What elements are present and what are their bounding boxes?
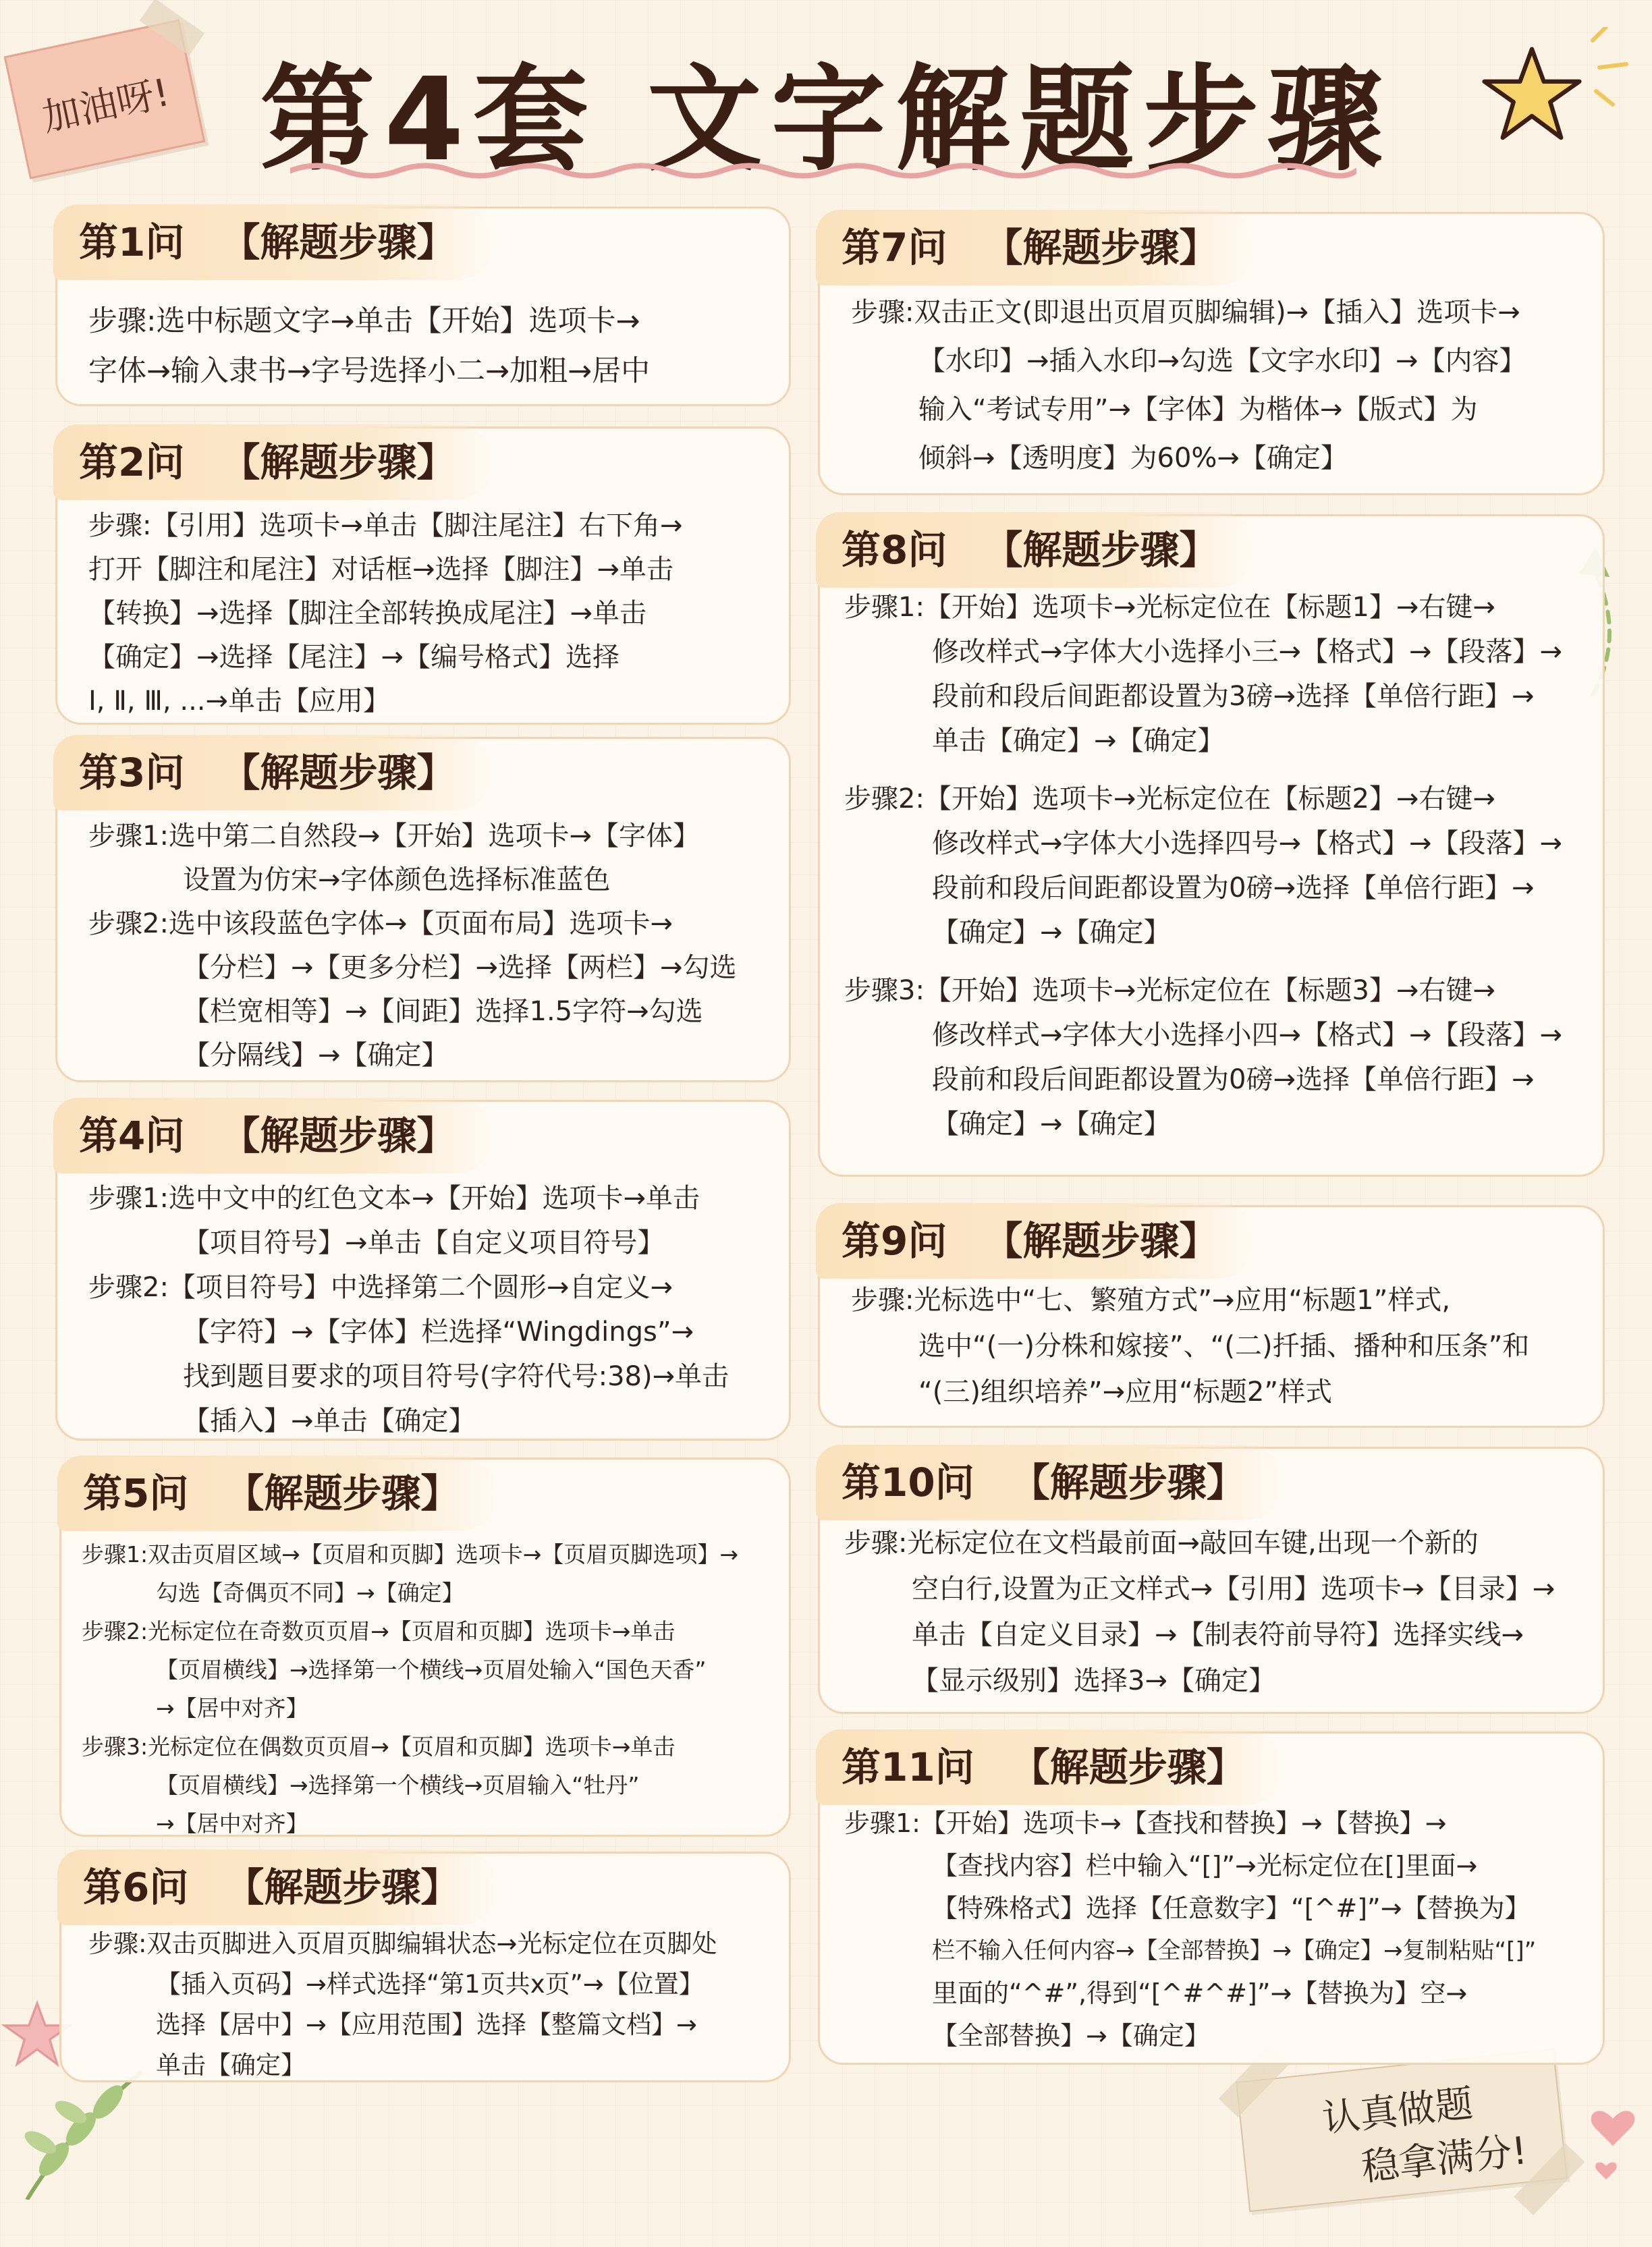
title-underline	[290, 161, 1356, 181]
step-line: →【居中对齐】	[156, 1695, 308, 1721]
note-line-2: 稳拿满分!	[1359, 2128, 1530, 2190]
sticker-text: 加油呀!	[38, 70, 173, 140]
step-line: 段前和段后间距都设置为3磅→选择【单倍行距】→	[932, 681, 1535, 712]
step-line: →【居中对齐】	[156, 1810, 308, 1837]
step-card-5	[59, 1458, 791, 1837]
step-line: 设置为仿宋→字体颜色选择标准蓝色	[183, 864, 611, 895]
heart-icon	[1579, 2092, 1647, 2193]
step-line: 【全部替换】→【确定】	[932, 2021, 1210, 2051]
step-line: 步骤2:【项目符号】中选择第二个圆形→自定义→	[88, 1272, 673, 1303]
step-line: 步骤1:【开始】选项卡→【查找和替换】→【替换】→	[844, 1808, 1447, 1838]
step-line: 段前和段后间距都设置为0磅→选择【单倍行距】→	[932, 1064, 1535, 1095]
step-line: 【分隔线】→【确定】	[183, 1040, 449, 1071]
note-line-1: 认真做题	[1320, 2081, 1475, 2141]
card-header: 第7问 【解题步骤】	[816, 210, 1256, 285]
card-header: 第2问 【解题步骤】	[53, 424, 493, 500]
step-card-8	[818, 514, 1605, 1177]
step-line: 步骤2:选中该段蓝色字体→【页面布局】选项卡→	[88, 908, 673, 939]
step-line: 修改样式→字体大小选择小四→【格式】→【段落】→	[932, 1020, 1563, 1051]
step-line: 倾斜→【透明度】为60%→【确定】	[918, 443, 1348, 474]
step-line: “(三)组织培养”→应用“标题2”样式	[918, 1377, 1333, 1408]
step-card-3	[55, 737, 791, 1082]
step-card-1	[55, 206, 791, 406]
step-card-10	[818, 1447, 1605, 1714]
step-line: 步骤:双击页脚进入页眉页脚编辑状态→光标定位在页脚处	[88, 1929, 717, 1958]
step-line: 【页眉横线】→选择第一个横线→页眉输入“牡丹”	[156, 1772, 640, 1798]
step-line: 【字符】→【字体】栏选择“Wingdings”→	[183, 1316, 694, 1348]
step-line: 【分栏】→【更多分栏】→选择【两栏】→勾选	[183, 952, 737, 983]
step-line: 【转换】→选择【脚注全部转换成尾注】→单击	[88, 598, 647, 629]
step-line: Ⅰ, Ⅱ, Ⅲ, ...→单击【应用】	[88, 686, 391, 717]
step-card-11	[818, 1731, 1605, 2065]
step-line: 步骤3:光标定位在偶数页页眉→【页眉和页脚】选项卡→单击	[82, 1733, 676, 1760]
step-line: 栏不输入任何内容→【全部替换】→【确定】→复制粘贴“[]”	[932, 1937, 1537, 1964]
step-line: 步骤:光标选中“七、繁殖方式”→应用“标题1”样式,	[851, 1285, 1451, 1316]
step-card-4	[55, 1100, 791, 1441]
step-line: 【项目符号】→单击【自定义项目符号】	[183, 1227, 665, 1258]
corner-note	[1236, 2049, 1568, 2212]
step-card-9	[818, 1205, 1605, 1428]
step-line: 勾选【奇偶页不同】→【确定】	[156, 1580, 464, 1606]
step-line: 输入“考试专用”→【字体】为楷体→【版式】为	[918, 394, 1478, 425]
step-line: 找到题目要求的项目符号(字符代号:38)→单击	[183, 1361, 729, 1392]
card-header: 第6问 【解题步骤】	[57, 1850, 497, 1925]
step-line: 步骤1:选中第二自然段→【开始】选项卡→【字体】	[88, 821, 700, 852]
card-header: 第10问 【解题步骤】	[816, 1445, 1284, 1520]
step-line: 修改样式→字体大小选择四号→【格式】→【段落】→	[932, 828, 1563, 859]
step-line: 步骤1:选中文中的红色文本→【开始】选项卡→单击	[88, 1183, 700, 1214]
step-line: 【栏宽相等】→【间距】选择1.5字符→勾选	[183, 996, 703, 1027]
step-line: 步骤2:光标定位在奇数页页眉→【页眉和页脚】选项卡→单击	[82, 1618, 676, 1644]
step-line: 【水印】→插入水印→勾选【文字水印】→【内容】	[918, 345, 1526, 377]
step-line: 单击【确定】→【确定】	[932, 725, 1225, 756]
step-line: 字体→输入隶书→字号选择小二→加粗→居中	[88, 354, 651, 388]
step-line: 【显示级别】选择3→【确定】	[912, 1665, 1275, 1696]
card-header: 第8问 【解题步骤】	[816, 512, 1256, 588]
card-header: 第9问 【解题步骤】	[816, 1203, 1256, 1279]
step-line: 段前和段后间距都设置为0磅→选择【单倍行距】→	[932, 872, 1535, 904]
step-line: 修改样式→字体大小选择小三→【格式】→【段落】→	[932, 636, 1563, 667]
step-line: 【页眉横线】→选择第一个横线→页眉处输入“国色天香”	[156, 1657, 707, 1683]
step-line: 选中“(一)分株和嫁接”、“(二)扦插、播种和压条”和	[918, 1331, 1530, 1362]
step-line: 步骤:光标定位在文档最前面→敲回车键,出现一个新的	[844, 1528, 1479, 1559]
card-header: 第4问 【解题步骤】	[53, 1098, 493, 1173]
step-line: 步骤:【引用】选项卡→单击【脚注尾注】右下角→	[88, 510, 683, 541]
step-line: 【确定】→【确定】	[932, 1109, 1171, 1140]
page-title: 第4套 文字解题步骤	[260, 53, 1392, 187]
card-header: 第11问 【解题步骤】	[816, 1729, 1284, 1805]
step-line: 【特殊格式】选择【任意数字】“[^#]”→【替换为】	[932, 1893, 1531, 1923]
step-line: 【确定】→选择【尾注】→【编号格式】选择	[88, 642, 620, 673]
step-line: 里面的“^#”,得到“[^#^#]”→【替换为】空→	[932, 1978, 1468, 2008]
card-header: 第5问 【解题步骤】	[57, 1455, 497, 1531]
step-card-7	[818, 212, 1605, 495]
step-line: 步骤3:【开始】选项卡→光标定位在【标题3】→右键→	[844, 975, 1495, 1006]
step-line: 打开【脚注和尾注】对话框→选择【脚注】→单击	[88, 554, 674, 585]
step-card-6	[59, 1852, 791, 2082]
sparkle-icon	[1572, 27, 1633, 108]
card-header: 第3问 【解题步骤】	[53, 735, 493, 810]
step-line: 空白行,设置为正文样式→【引用】选项卡→【目录】→	[912, 1574, 1555, 1605]
step-line: 单击【确定】	[156, 2051, 306, 2080]
step-line: 单击【自定义目录】→【制表符前导符】选择实线→	[912, 1619, 1524, 1650]
step-card-2	[55, 426, 791, 725]
step-line: 步骤1:双击页眉区域→【页眉和页脚】选项卡→【页眉页脚选项】→	[82, 1541, 739, 1568]
step-line: 【插入】→单击【确定】	[183, 1406, 476, 1437]
step-line: 【确定】→【确定】	[932, 917, 1171, 948]
card-header: 第1问 【解题步骤】	[53, 204, 493, 280]
step-line: 步骤:选中标题文字→单击【开始】选项卡→	[88, 304, 640, 338]
step-line: 步骤1:【开始】选项卡→光标定位在【标题1】→右键→	[844, 592, 1495, 623]
step-line: 步骤:双击正文(即退出页眉页脚编辑)→【插入】选项卡→	[851, 297, 1520, 328]
step-line: 【插入页码】→样式选择“第1页共x页”→【位置】	[156, 1970, 704, 1999]
step-line: 步骤2:【开始】选项卡→光标定位在【标题2】→右键→	[844, 783, 1495, 814]
step-line: 选择【居中】→【应用范围】选择【整篇文档】→	[156, 2010, 698, 2039]
step-line: 【查找内容】栏中输入“[]”→光标定位在[]里面→	[932, 1851, 1478, 1881]
